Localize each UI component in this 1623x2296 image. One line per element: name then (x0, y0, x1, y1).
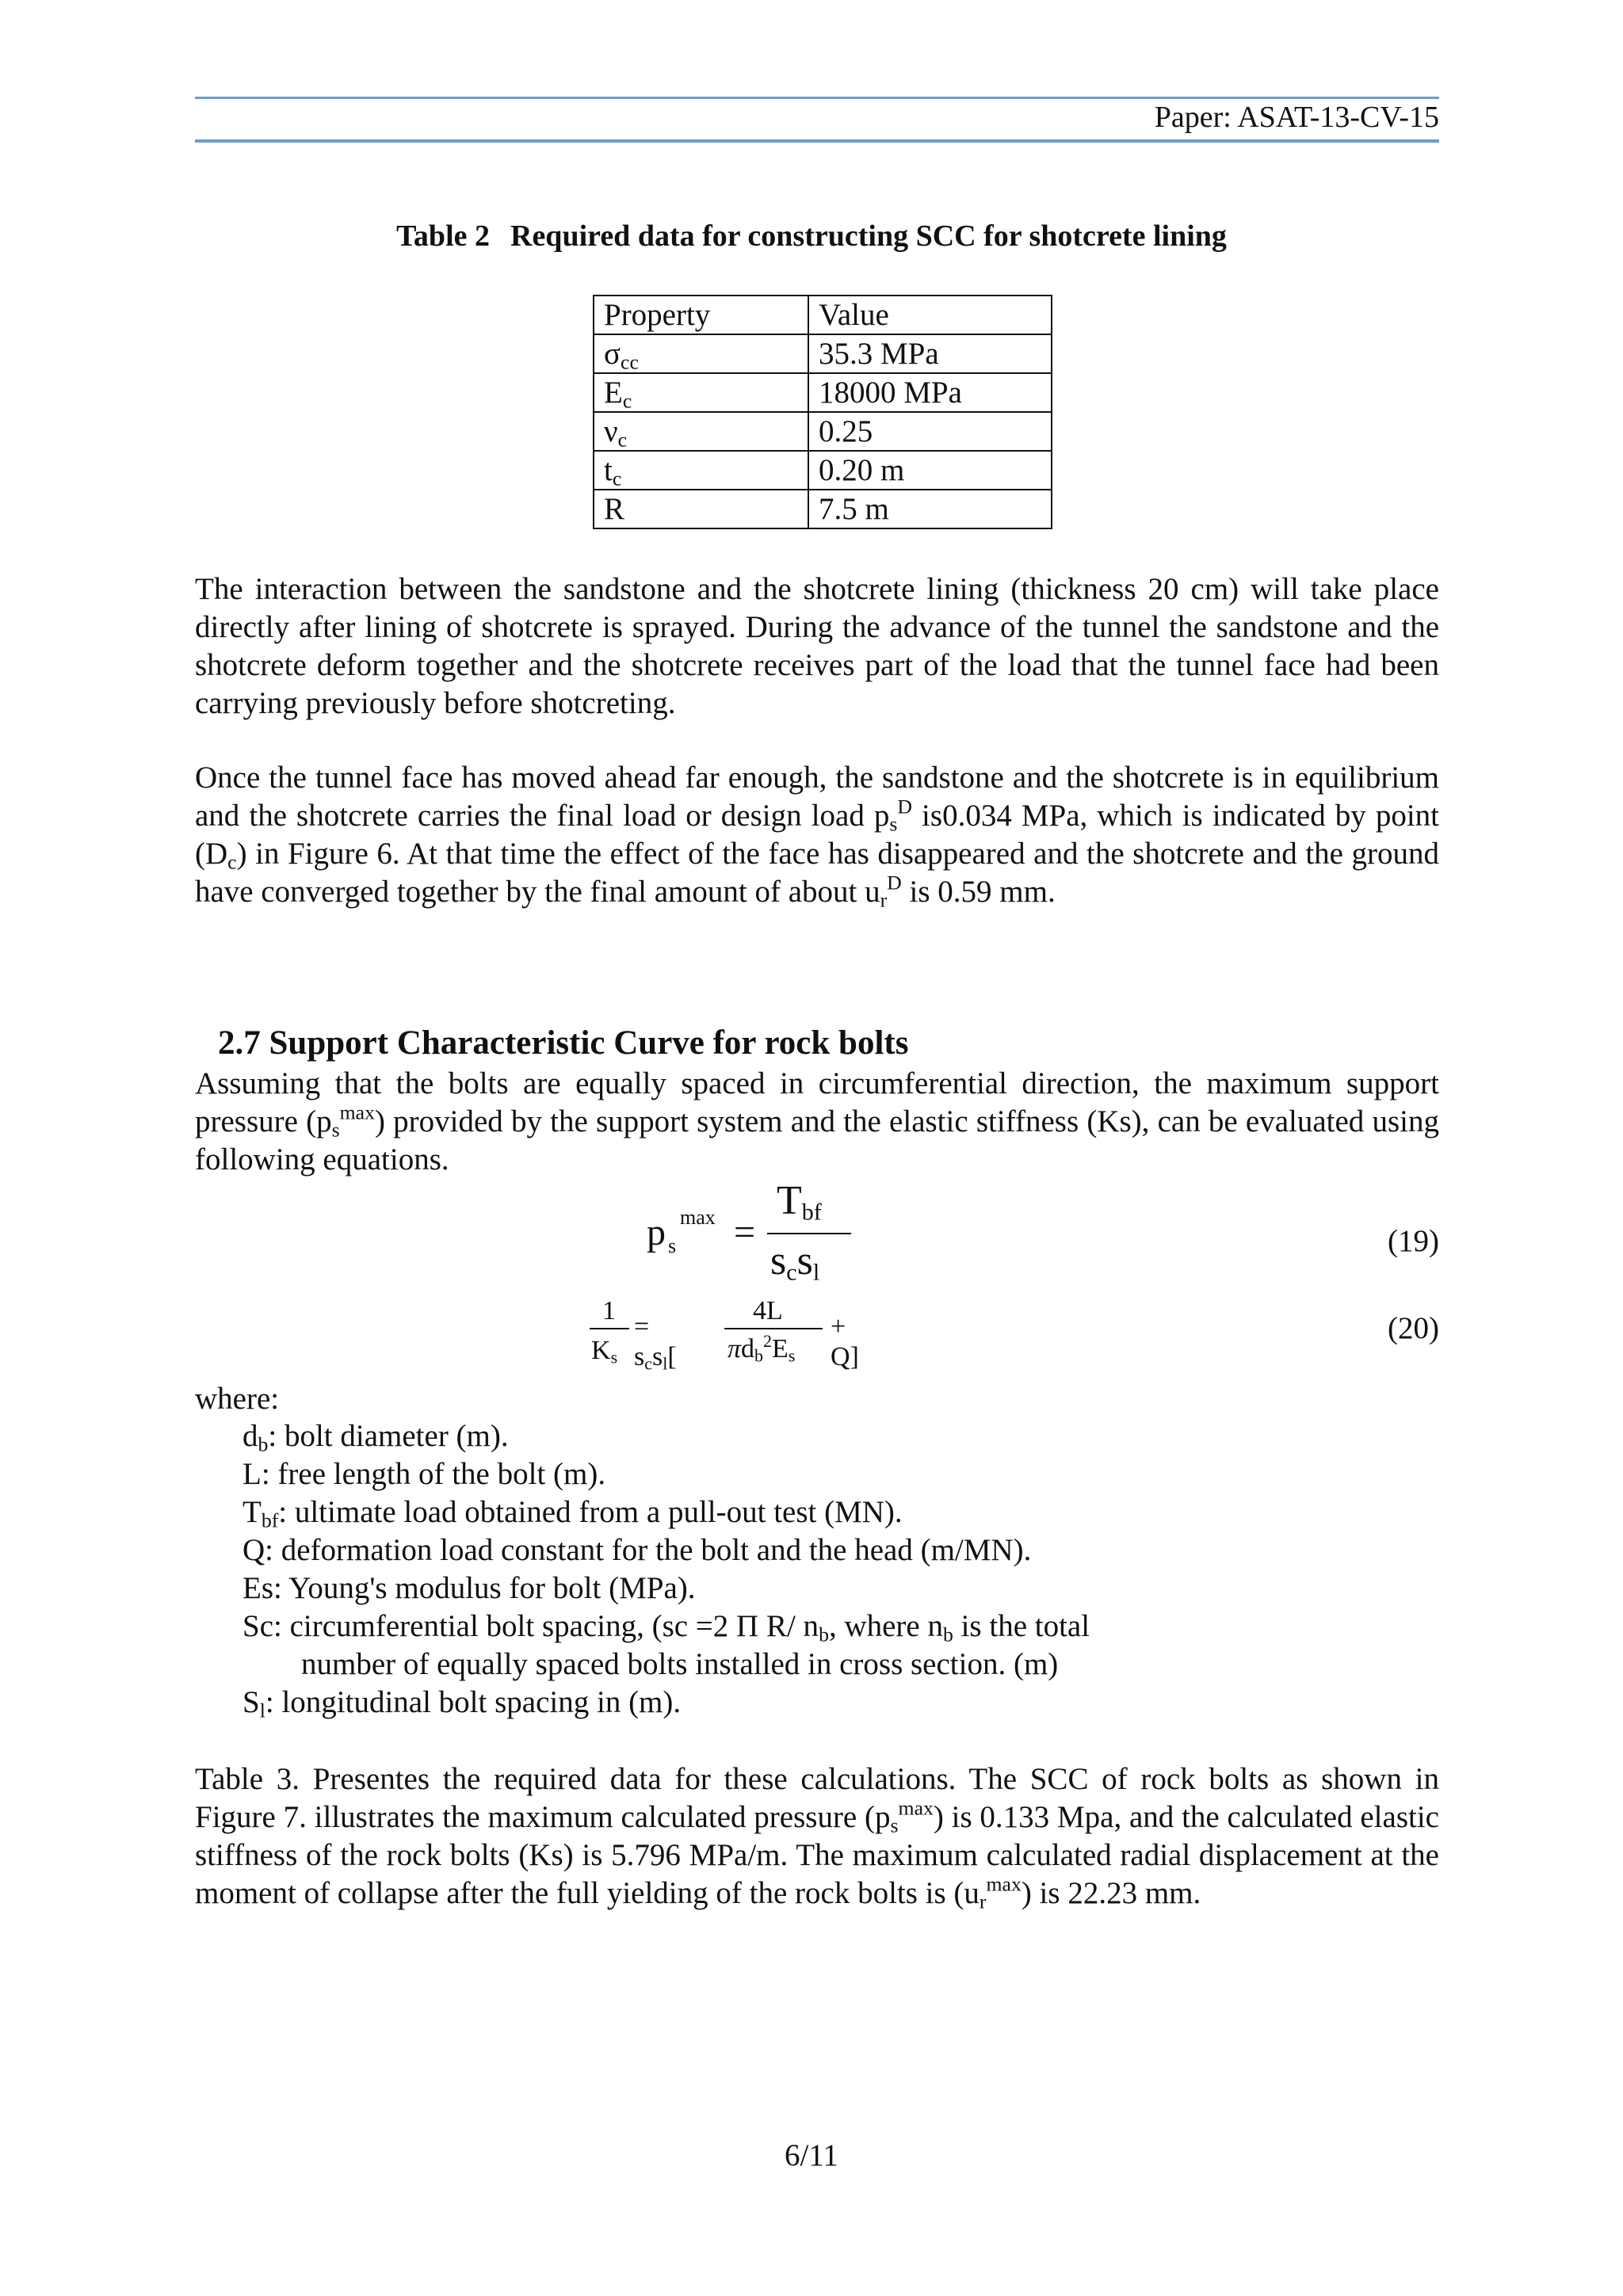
table-row (594, 451, 1052, 490)
eq20-fraction-bar (724, 1328, 823, 1329)
table-head-property: Property (594, 296, 808, 334)
eq19-lhs-sup: max (680, 1206, 716, 1229)
eq20-lhs-bar (590, 1328, 629, 1329)
page-number: 6/11 (785, 2138, 838, 2172)
header-rule-bottom (195, 139, 1439, 143)
eq20-tail: + Q] (831, 1312, 859, 1371)
eq19-denominator: $s_cs_l$ (770, 1238, 820, 1286)
paragraph-equilibrium: Once the tunnel face has moved ahead far enough, the sandstone and the shotcrete is in equilibrium and the shotcrete carries the final load or design load $p_s^D$ is0.034 MPa, which is indicated by point $(D_c)$ in Figure 6. At that time the effect of the face has disappeared and the shotcrete and the ground have converged together by the final amount of about $u_r^D$ is 0.59 mm. (195, 761, 1439, 912)
eq20-numerator: 4L (753, 1296, 783, 1325)
table-row (594, 373, 1052, 412)
properties-table (593, 295, 1052, 529)
value-cell: 35.3 MPa (808, 334, 1052, 373)
header-rule-top (195, 97, 1439, 99)
table-row (594, 412, 1052, 451)
list-item: Q: deformation load constant for the bolt and the head (m/MN). (242, 1533, 1032, 1567)
list-item: Es: Young's modulus for bolt (MPa). (242, 1571, 696, 1605)
value-cell: 18000 MPa (808, 373, 1052, 412)
table-row (594, 334, 1052, 373)
table-number: Table 2 (396, 219, 490, 253)
list-item: $S_l$: longitudinal bolt spacing in (m). (242, 1685, 682, 1722)
table-row (594, 490, 1052, 528)
table-header-row (594, 296, 1052, 334)
equation-20-number: (20) (1388, 1311, 1439, 1345)
eq19-numerator: $T_{bf}$ (777, 1178, 822, 1226)
table-head-value: Value (808, 296, 1052, 334)
equation-19-number: (19) (1388, 1224, 1439, 1258)
value-cell: 0.25 (808, 412, 1052, 451)
eq19-lhs-sub: s (668, 1234, 677, 1257)
property-cell: $\sigma_{cc}$ (594, 334, 808, 373)
eq19-fraction-bar (767, 1233, 851, 1234)
eq20-denominator: $\pi d_b^2E_s$ (727, 1330, 796, 1366)
list-item: Sc: circumferential bolt spacing, (sc =2 Π R/ $n_b$, where $n_b$ is the total (242, 1609, 1090, 1646)
property-cell: $\nu_c$ (594, 412, 808, 451)
eq20-lhs-denominator: $K_s$ (591, 1336, 618, 1367)
list-item: $T_{bf}$: ultimate load obtained from a pull-out test (MN). (242, 1495, 903, 1532)
eq20-lhs-numerator: 1 (602, 1296, 616, 1325)
property-cell: R (594, 490, 808, 528)
where-label: where: (195, 1382, 280, 1416)
eq19-equals: = (734, 1211, 756, 1253)
list-item-continuation: number of equally spaced bolts installed in cross section. (m) (301, 1647, 1059, 1681)
eq20-middle: = $s_cs_l$[ (634, 1312, 677, 1374)
value-cell: 0.20 m (808, 451, 1052, 490)
property-cell: $E_c$ (594, 373, 808, 412)
definitions-list (242, 1417, 1090, 1722)
list-item: $d_b$: bolt diameter (m). (242, 1419, 509, 1456)
section-title: 2.7 Support Characteristic Curve for rock bolts (218, 1024, 909, 1062)
table-title: Required data for constructing SCC for shotcrete lining (510, 219, 1227, 253)
paper-id: Paper: ASAT-13-CV-15 (1154, 101, 1439, 134)
eq19-lhs: p (647, 1211, 666, 1253)
paragraph-interaction: The interaction between the sandstone and the shotcrete lining (thickness 20 cm) will take place directly after lining of shotcrete is sprayed. During the advance of the tunnel the sandstone and the shotcrete deform together and the shotcrete receives part of the load that the tunnel face had been carrying previously before shotcreting. (195, 572, 1439, 720)
list-item: L: free length of the bolt (m). (242, 1457, 606, 1491)
paragraph-assumption: Assuming that the bolts are equally spaced in circumferential direction, the maximum support pressure $(p_s^{max})$ provided by the support system and the elastic stiffness (Ks), can be evaluated using following equations. (195, 1066, 1440, 1177)
value-cell: 7.5 m (808, 490, 1052, 528)
table-2-caption (0, 219, 1623, 254)
property-cell: $t_c$ (594, 451, 808, 490)
paragraph-results: Table 3. Presentes the required data for these calculations. The SCC of rock bolts as shown in Figure 7. illustrates the maximum calculated pressure $(p_s^{max})$ is 0.133 Mpa, and the calculated elastic stiffness of the rock bolts (Ks) is 5.796 MPa/m. The maximum calculated radial displacement at the moment of collapse after the full yielding of the rock bolts is $(u_r^{max})$ is 22.23 mm. (195, 1762, 1439, 1913)
